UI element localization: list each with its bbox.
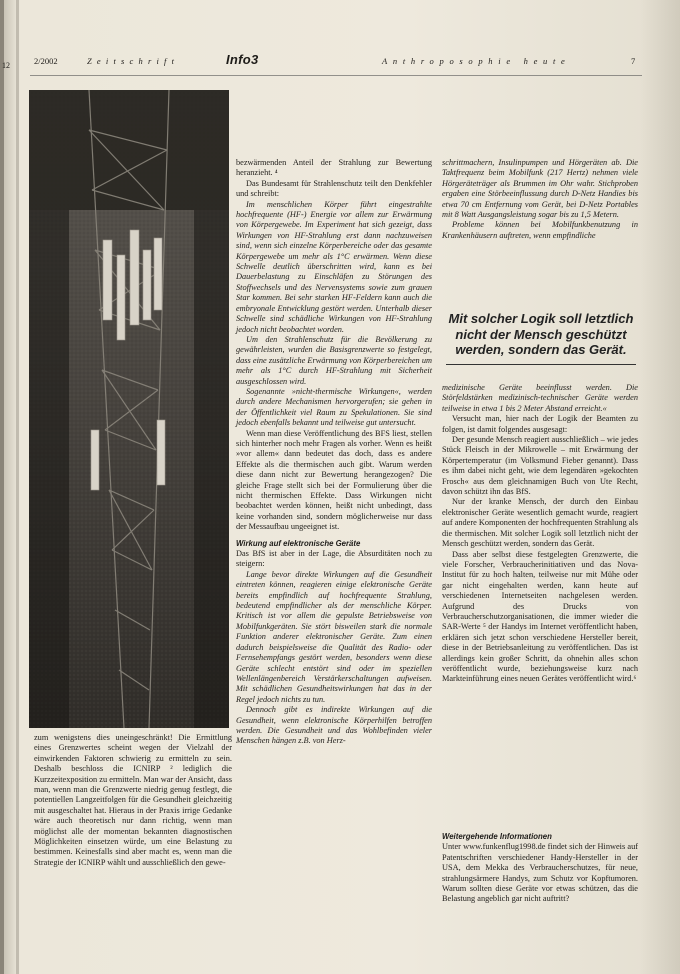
paragraph: Wenn man diese Veröffentlichung des BFS liest, stellen sich hinterher noch mehr Fragen als vorher. Wenn es heißt »vor allem« dann bedeutet das doch, dass es andere Effekte als die thermischen auch gibt. Warum werden diese dann nicht zur Bewertung herangezogen? Die gleiche Frage stellt sich bei der Formulierung über die nicht thermischen Effekte. Dass Wirkungen nicht beobachtet werden können, heißt nicht unbedingt, dass keine vorhanden sind, sondern möglicherweise nur dass der Messaufbau ungeeignet ist. — [236, 428, 432, 532]
quotation: Um den Strahlenschutz für die Bevölkerung zu gewährleisten, wurden die Basisgrenzwerte so festgelegt, dass eine zusätzliche Erwärmung von Körperbereichen um mehr als 1°C durch HF-Strahlung mit Sicherheit ausgeschlossen wird. — [236, 334, 432, 386]
quotation: Dennoch gibt es indirekte Wirkungen auf die Gesundheit, wenn elektronische Körperhilfen betroffen werden. Die Gesundheit und das Wohlbefinden vieler Menschen hängen z.B. von Herz- — [236, 705, 432, 746]
pull-quote: Mit solcher Logik soll letztlich nicht der Mensch geschützt werden, sondern das Gerät. — [446, 311, 636, 365]
paragraph: Das BfS ist aber in der Lage, die Absurditäten noch zu steigern: — [236, 549, 432, 569]
quotation: medizinische Geräte beeinflusst werden. Die Störfeldstärken medizinisch-technischer Geräte werden teilweise in etwa 1 bis 2 Meter Abstand erreicht.« — [442, 383, 638, 413]
subheading: Wirkung auf elektronische Geräte — [236, 538, 361, 548]
info3-logo: Info3 — [226, 52, 259, 67]
column-2-text — [236, 158, 432, 747]
header-anthroposophie: Anthroposophie heute — [382, 56, 571, 66]
column-3-text-continued — [442, 383, 638, 685]
page-number: 7 — [631, 56, 636, 66]
issue-label: 2/2002 — [34, 56, 58, 66]
header-rule — [30, 75, 642, 76]
quotation: Im menschlichen Körper führt eingestrahlte hochfrequente (HF-) Energie vor allem zur Erwärmung von Körpergewebe. Im Experiment hat sich gezeigt, dass Wirkungen von HF-Strahlung erst dann nachzuweisen sind, wenn sich einzelne Körperbereiche oder das gesamte Körpergewebe um mehr als 1°C erwärmen. Wenn diese Schwelle deutlich überschritten wird, kann es bei Dauerbelastung zu Einschläfen zu Störungen des Stoffwechsels und des Nervensystems sowie zum grauen Star kommen. Bei sehr starken HF-Feldern kann auch die embryonale Entwicklung gestört werden. Unterhalb dieser Schwelle sind schädliche Wirkungen von HF-Strahlung jedoch nicht beobachtet worden. — [236, 199, 432, 334]
quotation: schrittmachern, Insulinpumpen und Hörgeräten ab. Die Taktfrequenz beim Mobilfunk (217 Hertz) nehmen viele Hörgeräteträger als Brummen im Ohr wahr. Stichproben ergaben eine Störbeeinflussung durch D-Netz Handies bis etwa 70 cm Entfernung vom Gerät, bei D-Netz Portables mit 8 Watt Ausgangsleistung sogar bis zu 1,5 Metern. — [442, 158, 638, 220]
column-1-text — [34, 733, 232, 868]
paragraph: bezwärmenden Anteil der Strahlung zur Bewertung heranzieht. ⁴ — [236, 158, 432, 178]
binding-edge — [0, 0, 4, 974]
paragraph: Nur der kranke Mensch, der durch den Einbau elektronischer Geräte wesentlich gemacht wurde, reagiert auf andere Komponenten der hochfrequenten Strahlung als die thermischen. Mit solcher Logik soll letztlich nicht der Mensch geschützt werden, sondern das Gerät. — [442, 497, 638, 549]
quotation: Probleme können bei Mobilfunkbenutzung in Krankenhäusern auftreten, wenn empfindliche — [442, 220, 638, 240]
paragraph: Der gesunde Mensch reagiert ausschließlich – wie jedes Stück Fleisch in der Mikrowelle – mit Erwärmung der Körpertemperatur (im Volksmund Fieber genannt). Dass es ihm dabei nicht geht, wie dem legendären »gekochten Frosch« aus dem gleichnamigen Buch von Ute Recht, davon schützt ihn das BfS. — [442, 435, 638, 497]
page-fold — [16, 0, 19, 974]
subheading: Weitergehende Informationen — [442, 832, 552, 841]
quotation: Lange bevor direkte Wirkungen auf die Gesundheit eintreten können, reagieren einige elektronische Geräte bereits empfindlich auf hochfrequente Strahlung, bedeutend empfindlicher als der menschliche Körper. Kritisch ist vor allem die gepulste Betriebsweise von Mobilfunkgeräten. Sie stört bisweilen stark die normale Funktion anderer elektronischer Geräte. Zum einen dadurch beispielsweise die Qualität des Radio- oder Fernsehempfangs gestört werden, besonders wenn diese Geräte schlecht entstört sind oder im speziellen Wellenlängenbereich Verstärkerschaltungen aufweisen. Mit schädlichen Gesundheitswirkungen hat das in der Regel jedoch nichts zu tun. — [236, 569, 432, 704]
paragraph: Dass aber selbst diese festgelegten Grenzwerte, die viele Forscher, Verbraucherinitiativen und das Nova-Institut für zu hoch halten, teilweise nur mit Mühe oder gar nicht eingehalten werden, kann heute auf verschiedenen Internetseiten nachgelesen werden. Aufgrund des Drucks von Verbraucherschutzorganisationen, die immer wieder die SAR-Werte ⁵ der Handys im Internet veröffentlicht haben, erklären sich jetzt schon verschiedene Hersteller bereit, diese in der Betriebsanleitung zu veröffentlichen. Das ist allerdings kein großer Schritt, da ohnehin alles schon veröffentlicht wurde, beziehungsweise kurz nach Markteinführung eines neuen Gerätes veröffentlicht wird.⁶ — [442, 549, 638, 684]
running-header — [30, 52, 670, 69]
paragraph: Das Bundesamt für Strahlenschutz teilt den Denkfehler und schreibt: — [236, 178, 432, 199]
paragraph: zum wenigstens dies uneingeschränkt! Die Ermittlung eines Grenzwertes scheint wegen der Vielzahl der einwirkenden Faktoren schwierig zu ermitteln zu sein. Deshalb beschloss die ICNIRP ² lediglich die Kurzzeitexposition zu ermitteln. Man war der Ansicht, dass man, wenn man die Grenzwerte niedrig genug festlegt, die potentiellen Langzeitfolgen für die Gesundheit gleichzeitig mit ausgeschaltet hat. Hieraus in der Praxis irrige Gedanke wäre auch theoretisch nur dann richtig, wenn man möglichst alle der momentan bekannten diagnostischen Möglichkeiten einsetzen würde, um eine Belastung zu bestimmen. Keinesfalls sind aber macht es, wenn man die Strategie der ICNIRP wählt und ausschließlich den gewe- — [34, 733, 232, 867]
further-info-section — [442, 826, 638, 905]
previous-page-number: 12 — [2, 61, 10, 70]
tower-illustration — [29, 90, 229, 728]
quotation: Sogenannte »nicht-thermische Wirkungen«, werden durch andere Mechanismen hervorgerufen; sie gehen in der Öffentlichkeit viel Raum zu Spekulationen. Sie sind jedoch ebenfalls bekannt und teilweise gut untersucht. — [236, 386, 432, 428]
column-3-text — [442, 158, 638, 241]
page-edge-shade — [640, 0, 680, 974]
cell-tower-photo — [29, 90, 229, 728]
paragraph: Unter www.funkenflug1998.de findet sich der Hinweis auf Patentschriften verschiedener Handy-Hersteller in der USA, dem Mekka des Verbraucherschutzes, für neue, strahlungsärmere Handys, zum Schutz vor Kopftumoren. Warum sollten diese Geräte vor etwas schützen, das die Belastung angeblich gar nicht auftritt? — [442, 842, 638, 904]
header-zeitschrift: Zeitschrift — [87, 56, 180, 66]
paragraph: Versucht man, hier nach der Logik der Beamten zu folgen, ist damit folgendes ausgesagt: — [442, 414, 638, 434]
